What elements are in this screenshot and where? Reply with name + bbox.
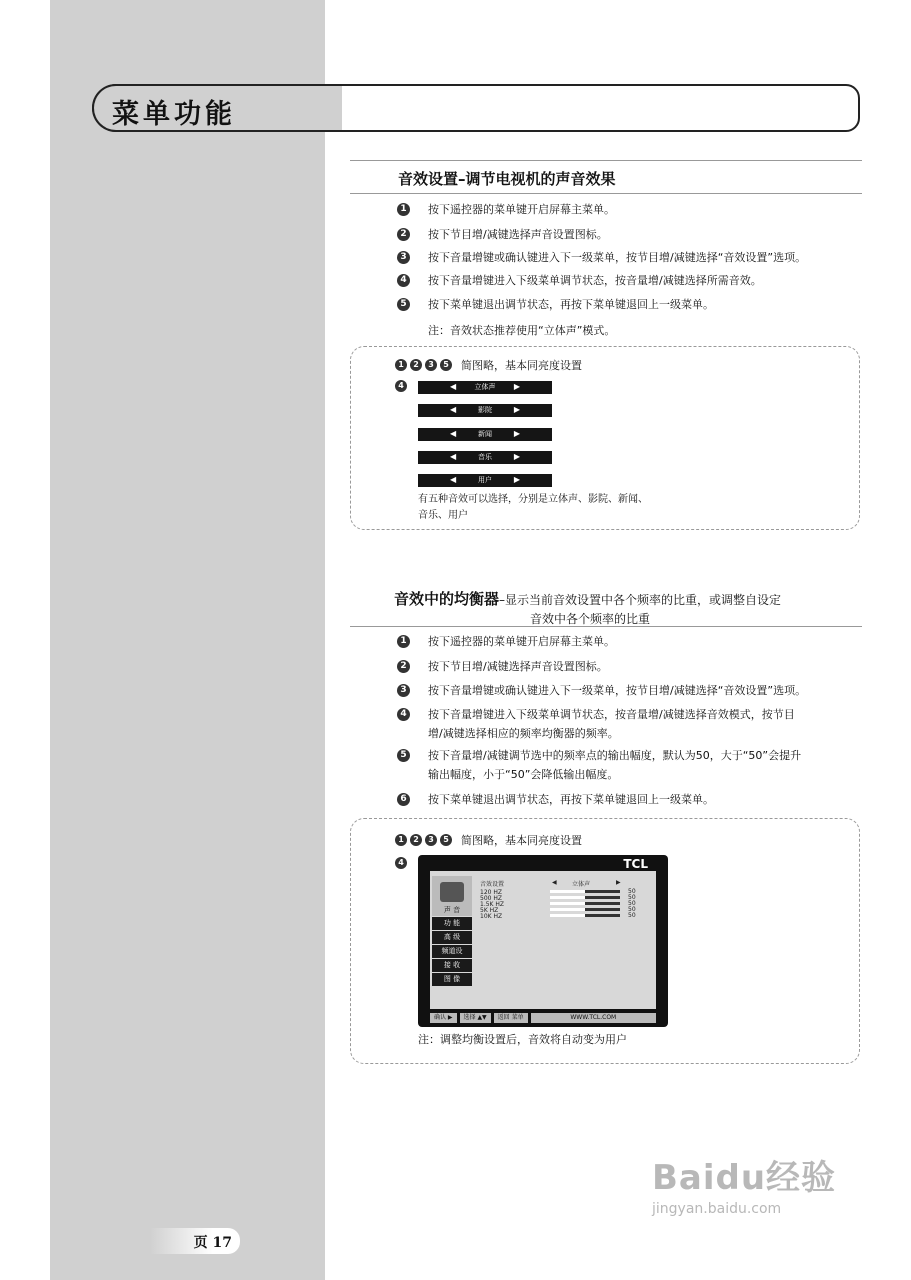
s1-desc: 有五种音效可以选择，分别是立体声、影院、新闻、 音乐、用户 [418,494,648,521]
sound-option-bar: ◀ 用户 ▶ [418,474,552,487]
section2-subtitle: –显示当前音效设置中各个频率的比重，或调整自设定 [499,593,782,607]
eq-band-row: 120 HZ 50 [480,888,636,896]
sidebar-band [50,0,325,1280]
speaker-icon: 声 音 [432,876,472,916]
tcl-logo: TCL [623,857,648,871]
eq-band-row: 5K HZ 50 [480,906,636,914]
baidu-logo: Baidu经验 [652,1158,837,1198]
tv-menu-item: 功 能 [432,917,472,930]
tv-setting-label: 音效设置 [480,881,505,888]
section2-header [350,582,862,627]
sound-option-bar: ◀ 影院 ▶ [418,404,552,417]
s1-dots-label: 简图略，基本同亮度设置 [461,359,582,372]
section1-header [350,160,862,194]
s2-note: 注：调整均衡设置后，音效将自动变为用户 [418,1033,627,1046]
tv-eq-content: 音效设置 ◀ 立体声 ▶ 120 HZ 50 500 HZ 50 1.5K HZ 50 5K HZ 50 10K HZ 50 [480,879,650,919]
sound-option-bar: ◀ 新闻 ▶ [418,428,552,441]
tv-menu-item: 频道设 [432,945,472,958]
s2-dots: 1 2 3 5 简图略，基本同亮度设置 [395,832,582,848]
page-number: 页 17 [150,1228,240,1254]
section2-title: 音效中的均衡器 [394,590,500,608]
tv-screen [418,855,668,1027]
page-title: 菜单功能 [112,99,236,130]
tv-menu-item: 高 级 [432,931,472,944]
s1-note: 注：音效状态推荐使用“立体声”模式。 [428,324,616,337]
tv-bottom-bar: 确认 ▶ 选择 ▲▼ 返回 菜单 WWW.TCL.COM [430,1013,656,1023]
eq-band-row: 1.5K HZ 50 [480,900,636,908]
sound-option-bar: ◀ 立体声 ▶ [418,381,552,394]
s1-dots: 1 2 3 5 简图略，基本同亮度设置 [395,357,582,373]
s1-step4-marker: 4 [395,380,407,392]
tv-menu-panel [430,871,656,1009]
eq-band-row: 500 HZ 50 [480,894,636,902]
tv-side-menu [432,876,472,987]
eq-band-row: 10K HZ 50 [480,912,636,920]
watermark-url: jingyan.baidu.com [652,1201,782,1217]
s2-step4-marker: 4 [395,857,407,869]
section2-subtitle-2: 音效中各个频率的比重 [530,612,651,626]
s2-dots-label: 简图略，基本同亮度设置 [461,834,582,847]
tv-menu-item: 图 像 [432,973,472,986]
tv-setting-value: 立体声 [572,881,591,888]
watermark [652,1150,836,1217]
sound-option-bar: ◀ 音乐 ▶ [418,451,552,464]
section1-title: 音效设置–调节电视机的声音效果 [398,170,616,188]
tv-menu-item: 接 收 [432,959,472,972]
